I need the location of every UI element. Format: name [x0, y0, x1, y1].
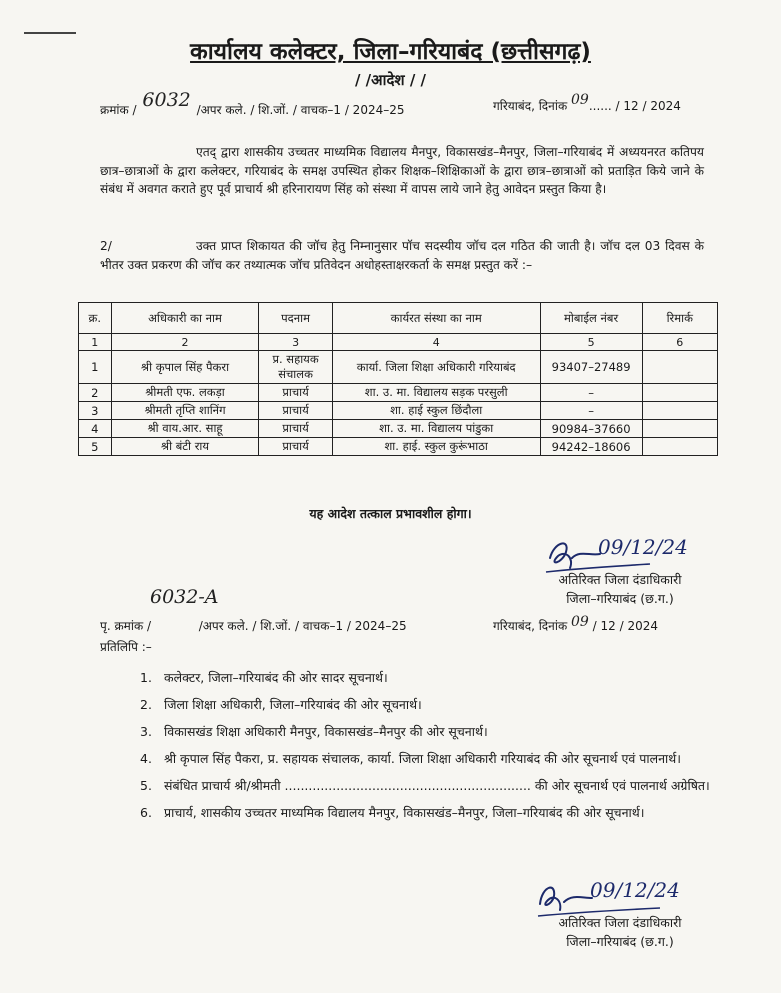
office-title: कार्यालय कलेक्टर, जिला–गरियाबंद (छत्तीसगढ़) — [190, 39, 591, 65]
row-sno: 5 — [79, 438, 112, 456]
row-mobile: – — [540, 384, 642, 402]
order-no-handwritten: 6032 — [142, 89, 191, 111]
row-sno: 2 — [79, 384, 112, 402]
item-text: जिला शिक्षा अधिकारी, जिला–गरियाबंद की ओर सूचनार्थ। — [164, 697, 422, 712]
table-header-row — [79, 303, 718, 334]
order-date-line — [493, 92, 681, 114]
order-date-day: 09 — [571, 92, 589, 108]
row-institution: कार्या. जिला शिक्षा अधिकारी गरियाबंद — [332, 351, 540, 384]
row-designation: प्र. सहायक संचालक — [259, 351, 332, 384]
signature-date: 09/12/24 — [598, 535, 688, 559]
row-remark — [642, 384, 717, 402]
row-designation: प्राचार्य — [259, 438, 332, 456]
row-name: श्री कृपाल सिंह पैकरा — [111, 351, 259, 384]
endorsement-date-line — [493, 614, 658, 634]
row-remark — [642, 402, 717, 420]
signature-block-2 — [520, 913, 720, 951]
col-num: 2 — [111, 334, 259, 351]
list-item — [140, 776, 710, 795]
signature-block-1 — [520, 570, 720, 608]
table-row — [79, 384, 718, 402]
effect-note: यह आदेश तत्काल प्रभावशील होगा। — [309, 506, 472, 521]
item-num: 5. — [140, 778, 152, 793]
list-item — [140, 722, 710, 741]
endorsement-date-rest: / 12 / 2024 — [592, 619, 658, 633]
row-remark — [642, 351, 717, 384]
paragraph-2 — [100, 237, 704, 274]
row-sno: 1 — [79, 351, 112, 384]
col-num: 3 — [259, 334, 332, 351]
item-text: श्री कृपाल सिंह पैकरा, प्र. सहायक संचालक, कार्या. जिला शिक्षा अधिकारी गरियाबंद की ओर सूचनार्थ एवं पालनार्थ। — [164, 751, 681, 766]
item-num: 1. — [140, 670, 152, 685]
order-date-rest: / 12 / 2024 — [615, 99, 681, 113]
header-designation: पदनाम — [259, 303, 332, 334]
row-name: श्री बंटी राय — [111, 438, 259, 456]
endorsement-date-day: 09 — [571, 614, 589, 630]
table-row — [79, 420, 718, 438]
row-designation: प्राचार्य — [259, 384, 332, 402]
col-num: 4 — [332, 334, 540, 351]
signature-date-2: 09/12/24 — [590, 878, 680, 902]
row-institution: शा. हाई स्कुल छिंदौला — [332, 402, 540, 420]
table-row — [79, 438, 718, 456]
list-item — [140, 695, 710, 714]
row-name: श्रीमती तृप्ति शानिंग — [111, 402, 259, 420]
row-designation: प्राचार्य — [259, 420, 332, 438]
signatory-designation: अतिरिक्त जिला दंडाधिकारी — [558, 915, 682, 930]
paragraph-2-text: उक्त प्राप्त शिकायत की जॉच हेतु निम्नानुसार पॉच सदस्यीय जॉच दल गठित की जाती है। जॉच दल 03 दिवस के भीतर उक्त प्रकरण की जॉच कर तथ्यात्मक जॉच प्रतिवेदन अधोहस्ताक्षरकर्ता के समक्ष प्रस्तुत करें :– — [100, 239, 704, 272]
item-num: 4. — [140, 751, 152, 766]
col-num: 5 — [540, 334, 642, 351]
header-institution: कार्यरत संस्था का नाम — [332, 303, 540, 334]
order-ref: /अपर कले. / शि.जों. / वाचक–1 / 2024–25 — [196, 103, 405, 117]
paragraph-1: एतद् द्वारा शासकीय उच्चतर माध्यमिक विद्यालय मैनपुर, विकासखंड–मैनपुर, जिला–गरियाबंद में अध्ययनरत कतिपय छात्र–छात्राओं के द्वारा कलेक्टर, गरियाबंद के समक्ष उपस्थित होकर शिक्षक–शिक्षिकाओं के द्वारा छात्र–छात्राओं को प्रताड़ित किये जाने के संबंध में अवगत कराते हुए पूर्व प्राचार्य श्री हरिनारायण सिंह को संस्था में वापस लाये जाने हेतु आवेदन प्रस्तुत किया है। — [100, 145, 704, 196]
copy-list — [140, 668, 710, 830]
item-num: 6. — [140, 805, 152, 820]
endorsement-line — [100, 617, 407, 634]
row-mobile: 93407–27489 — [540, 351, 642, 384]
item-text: कलेक्टर, जिला–गरियाबंद की ओर सादर सूचनार्थ। — [164, 670, 388, 685]
row-mobile: 94242–18606 — [540, 438, 642, 456]
item-text: प्राचार्य, शासकीय उच्चतर माध्यमिक विद्यालय मैनपुर, विकासखंड–मैनपुर, जिला–गरियाबंद की ओर सूचनार्थ। — [164, 805, 645, 820]
item-text: विकासखंड शिक्षा अधिकारी मैनपुर, विकासखंड–मैनपुर की ओर सूचनार्थ। — [164, 724, 488, 739]
endorsement-ref: /अपर कले. / शि.जों. / वाचक–1 / 2024–25 — [198, 619, 407, 633]
table-row — [79, 402, 718, 420]
table-row — [79, 351, 718, 384]
paragraph-2-num: 2/ — [100, 239, 112, 253]
column-number-row — [79, 334, 718, 351]
list-item — [140, 749, 710, 768]
endorsement-handwritten-no: 6032-A — [150, 586, 219, 608]
row-sno: 3 — [79, 402, 112, 420]
order-number-line — [100, 89, 405, 119]
copy-label: प्रतिलिपि :– — [100, 640, 152, 654]
list-item — [140, 803, 710, 822]
col-num: 1 — [79, 334, 112, 351]
row-remark — [642, 438, 717, 456]
row-remark — [642, 420, 717, 438]
order-no-label: क्रमांक / — [100, 103, 137, 117]
row-name: श्रीमती एफ. लकड़ा — [111, 384, 259, 402]
list-item — [140, 668, 710, 687]
row-institution: शा. उ. मा. विद्यालय सड़क परसुली — [332, 384, 540, 402]
signatory-location: जिला–गरियाबंद (छ.ग.) — [566, 934, 674, 949]
row-sno: 4 — [79, 420, 112, 438]
row-mobile: 90984–37660 — [540, 420, 642, 438]
row-institution: शा. हाई. स्कुल कुरूंभाठा — [332, 438, 540, 456]
endorsement-label: पृ. क्रमांक / — [100, 619, 152, 633]
order-date-dots: ...... — [588, 99, 612, 113]
header-name: अधिकारी का नाम — [111, 303, 259, 334]
officers-table — [78, 302, 718, 456]
col-num: 6 — [642, 334, 717, 351]
item-num: 2. — [140, 697, 152, 712]
order-heading: / /आदेश / / — [354, 71, 427, 89]
item-num: 3. — [140, 724, 152, 739]
order-date-place: गरियाबंद, दिनांक — [493, 99, 568, 113]
row-designation: प्राचार्य — [259, 402, 332, 420]
row-institution: शा. उ. मा. विद्यालय पांडुका — [332, 420, 540, 438]
signatory-location: जिला–गरियाबंद (छ.ग.) — [566, 591, 674, 606]
item-text: संबंधित प्राचार्य श्री/श्रीमती .............................................................. की ओर सूचनार्थ एवं पालनार्थ अग्रेषित। — [164, 778, 710, 793]
row-mobile: – — [540, 402, 642, 420]
endorsement-date-place: गरियाबंद, दिनांक — [493, 619, 568, 633]
header-remark: रिमार्क — [642, 303, 717, 334]
header-sno: क्र. — [79, 303, 112, 334]
header-mobile: मोबाईल नंबर — [540, 303, 642, 334]
row-name: श्री वाय.आर. साहू — [111, 420, 259, 438]
signatory-designation: अतिरिक्त जिला दंडाधिकारी — [558, 572, 682, 587]
